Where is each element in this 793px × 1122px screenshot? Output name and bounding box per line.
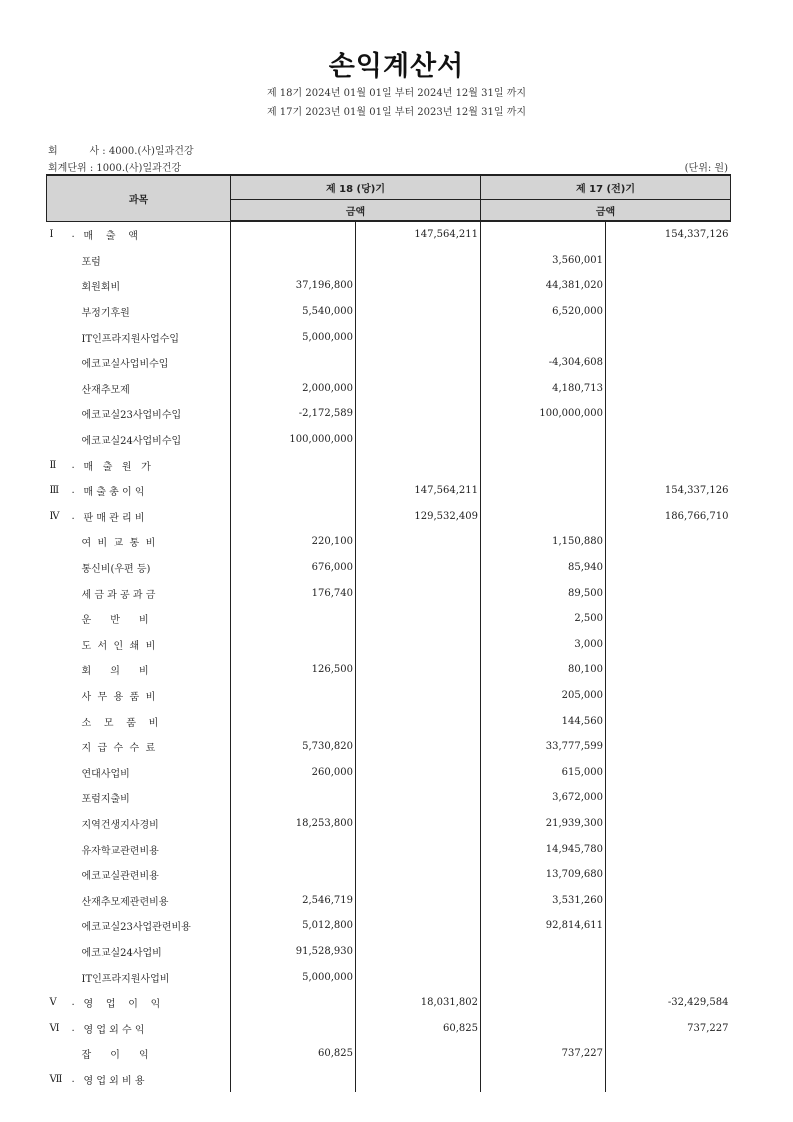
table-row <box>47 887 731 913</box>
section-dot: . <box>71 1022 75 1034</box>
prior-detail-amount: 615,000 <box>481 759 606 785</box>
current-total-amount <box>356 376 481 402</box>
current-total-amount: 129,532,409 <box>356 504 481 530</box>
prior-total-amount <box>606 452 731 478</box>
current-detail-amount <box>231 350 356 376</box>
prior-detail-amount: 21,939,300 <box>481 811 606 837</box>
current-total-amount <box>356 759 481 785</box>
account-cell <box>47 478 231 504</box>
current-total-amount <box>356 939 481 965</box>
prior-detail-amount: 2,500 <box>481 606 606 632</box>
account-cell <box>47 427 231 453</box>
header-prior-period: 제 17 (전)기 <box>481 175 731 200</box>
table-row <box>47 862 731 888</box>
account-name: 에코교실23사업관련비용 <box>81 922 191 934</box>
prior-detail-amount <box>481 1067 606 1093</box>
table-row <box>47 324 731 350</box>
table-row <box>47 1015 731 1041</box>
prior-detail-amount <box>481 939 606 965</box>
table-row <box>47 273 731 299</box>
account-cell <box>47 529 231 555</box>
current-total-amount <box>356 913 481 939</box>
current-detail-amount <box>231 862 356 888</box>
account-cell <box>47 708 231 734</box>
prior-detail-amount: 13,709,680 <box>481 862 606 888</box>
account-cell <box>47 376 231 402</box>
table-row <box>47 221 731 248</box>
current-total-amount <box>356 273 481 299</box>
account-name: 산재추모제관련비용 <box>81 896 169 908</box>
prior-detail-amount: 3,531,260 <box>481 887 606 913</box>
current-detail-amount <box>231 606 356 632</box>
header-current-amount: 금액 <box>231 200 481 222</box>
section-number: Ⅲ <box>49 485 60 497</box>
account-name: 에코교실관련비용 <box>81 871 159 883</box>
table-row <box>47 299 731 325</box>
current-detail-amount <box>231 248 356 274</box>
prior-detail-amount: -4,304,608 <box>481 350 606 376</box>
header-current-period: 제 18 (당)기 <box>231 175 481 200</box>
prior-total-amount <box>606 529 731 555</box>
prior-total-amount <box>606 811 731 837</box>
account-name: 에코교실24사업비 <box>81 947 162 959</box>
header-prior-amount: 금액 <box>481 200 731 222</box>
account-cell <box>47 555 231 581</box>
table-row <box>47 964 731 990</box>
table-row <box>47 529 731 555</box>
prior-detail-amount <box>481 990 606 1016</box>
prior-total-amount <box>606 632 731 658</box>
table-row <box>47 1067 731 1093</box>
prior-total-amount <box>606 350 731 376</box>
prior-detail-amount: 3,000 <box>481 632 606 658</box>
table-row <box>47 452 731 478</box>
table-row <box>47 759 731 785</box>
prior-total-amount <box>606 555 731 581</box>
account-name: 운 반 비 <box>81 615 149 627</box>
prior-total-amount <box>606 324 731 350</box>
current-total-amount <box>356 555 481 581</box>
prior-detail-amount: 6,520,000 <box>481 299 606 325</box>
current-detail-amount: 18,253,800 <box>231 811 356 837</box>
current-total-amount <box>356 683 481 709</box>
account-name: 매 출 원 가 <box>83 461 151 473</box>
current-detail-amount: 260,000 <box>231 759 356 785</box>
prior-detail-amount: 205,000 <box>481 683 606 709</box>
account-cell <box>47 350 231 376</box>
table-row <box>47 657 731 683</box>
account-cell <box>47 887 231 913</box>
prior-detail-amount <box>481 427 606 453</box>
table-row <box>47 939 731 965</box>
prior-detail-amount: 44,381,020 <box>481 273 606 299</box>
current-detail-amount: 676,000 <box>231 555 356 581</box>
prior-total-amount <box>606 862 731 888</box>
prior-total-amount: 186,766,710 <box>606 504 731 530</box>
current-total-amount <box>356 734 481 760</box>
section-dot: . <box>71 229 75 241</box>
prior-detail-amount: 85,940 <box>481 555 606 581</box>
currency-unit: (단위: 원) <box>684 163 728 174</box>
account-name: 연대사업비 <box>81 768 130 780</box>
income-statement-table <box>46 174 731 1092</box>
table-row <box>47 248 731 274</box>
prior-detail-amount: 14,945,780 <box>481 836 606 862</box>
current-detail-amount: 60,825 <box>231 1041 356 1067</box>
current-total-amount <box>356 529 481 555</box>
current-total-amount <box>356 580 481 606</box>
period-prior: 제 17기 2023년 01월 01일 부터 2023년 12월 31일 까지 <box>266 107 527 118</box>
current-detail-amount <box>231 478 356 504</box>
current-total-amount <box>356 785 481 811</box>
prior-total-amount <box>606 939 731 965</box>
table-row <box>47 913 731 939</box>
account-cell <box>47 913 231 939</box>
accounting-unit-label: 회계단위 : 1000.(사)일과건강 <box>48 163 182 174</box>
table-row <box>47 350 731 376</box>
prior-total-amount <box>606 1067 731 1093</box>
prior-detail-amount: 737,227 <box>481 1041 606 1067</box>
table-row <box>47 990 731 1016</box>
prior-detail-amount: 100,000,000 <box>481 401 606 427</box>
prior-detail-amount <box>481 324 606 350</box>
account-name: 영 업 이 익 <box>83 999 161 1011</box>
current-detail-amount: 5,730,820 <box>231 734 356 760</box>
period-current: 제 18기 2024년 01월 01일 부터 2024년 12월 31일 까지 <box>266 88 527 99</box>
table-row <box>47 478 731 504</box>
current-detail-amount <box>231 452 356 478</box>
document-title: 손익계산서 <box>328 51 465 82</box>
account-name: 산재추모제 <box>81 384 130 396</box>
account-name: 지 급 수 수 료 <box>81 743 156 755</box>
current-detail-amount <box>231 785 356 811</box>
current-detail-amount: 2,546,719 <box>231 887 356 913</box>
current-total-amount <box>356 401 481 427</box>
prior-detail-amount: 3,672,000 <box>481 785 606 811</box>
account-name: 유자학교관련비용 <box>81 845 159 857</box>
account-cell <box>47 606 231 632</box>
prior-detail-amount: 1,150,880 <box>481 529 606 555</box>
current-total-amount <box>356 1067 481 1093</box>
account-cell <box>47 785 231 811</box>
current-total-amount <box>356 862 481 888</box>
account-cell <box>47 862 231 888</box>
current-detail-amount: 2,000,000 <box>231 376 356 402</box>
current-detail-amount <box>231 708 356 734</box>
current-total-amount <box>356 836 481 862</box>
account-cell <box>47 734 231 760</box>
current-detail-amount <box>231 836 356 862</box>
table-row <box>47 708 731 734</box>
current-total-amount: 147,564,211 <box>356 221 481 248</box>
section-number: Ⅴ <box>49 997 57 1009</box>
table-row <box>47 504 731 530</box>
account-name: 소 모 품 비 <box>81 717 159 729</box>
account-cell <box>47 759 231 785</box>
account-name: 포럼지출비 <box>81 794 130 806</box>
prior-detail-amount <box>481 504 606 530</box>
table-row <box>47 734 731 760</box>
current-total-amount <box>356 427 481 453</box>
prior-total-amount <box>606 708 731 734</box>
table-row <box>47 811 731 837</box>
current-detail-amount: 5,012,800 <box>231 913 356 939</box>
account-cell <box>47 248 231 274</box>
current-total-amount <box>356 324 481 350</box>
account-cell <box>47 657 231 683</box>
section-number: Ⅰ <box>49 229 54 241</box>
current-detail-amount: 220,100 <box>231 529 356 555</box>
section-number: Ⅶ <box>49 1073 63 1085</box>
prior-detail-amount <box>481 1015 606 1041</box>
prior-detail-amount <box>481 964 606 990</box>
current-total-amount <box>356 350 481 376</box>
current-total-amount: 147,564,211 <box>356 478 481 504</box>
account-name: 판 매 관 리 비 <box>83 512 145 524</box>
current-total-amount <box>356 964 481 990</box>
account-cell <box>47 221 231 248</box>
prior-total-amount <box>606 657 731 683</box>
account-name: 포럼 <box>81 256 101 268</box>
company-label: 회 사 : 4000.(사)일과건강 <box>48 146 194 157</box>
current-detail-amount: 5,000,000 <box>231 324 356 350</box>
current-total-amount <box>356 299 481 325</box>
table-row <box>47 632 731 658</box>
account-cell <box>47 324 231 350</box>
account-cell <box>47 504 231 530</box>
prior-total-amount <box>606 913 731 939</box>
section-dot: . <box>71 459 75 471</box>
prior-total-amount <box>606 887 731 913</box>
account-name: 여 비 교 통 비 <box>81 538 156 550</box>
current-total-amount: 60,825 <box>356 1015 481 1041</box>
current-detail-amount: -2,172,589 <box>231 401 356 427</box>
account-name: 세 금 과 공 과 금 <box>81 589 156 601</box>
current-detail-amount <box>231 1015 356 1041</box>
account-cell <box>47 1067 231 1093</box>
account-name: 지역건생지사경비 <box>81 819 159 831</box>
prior-total-amount: 737,227 <box>606 1015 731 1041</box>
prior-detail-amount <box>481 452 606 478</box>
current-total-amount <box>356 708 481 734</box>
table-row <box>47 836 731 862</box>
account-cell <box>47 990 231 1016</box>
prior-detail-amount: 4,180,713 <box>481 376 606 402</box>
account-name: 에코교실사업비수입 <box>81 359 169 371</box>
prior-detail-amount: 92,814,611 <box>481 913 606 939</box>
account-cell <box>47 580 231 606</box>
section-dot: . <box>71 510 75 522</box>
account-name: 매 출 액 <box>83 231 138 243</box>
current-total-amount <box>356 248 481 274</box>
account-name: 잡 이 익 <box>81 1050 149 1062</box>
header-account: 과목 <box>47 175 231 221</box>
prior-total-amount <box>606 683 731 709</box>
current-detail-amount <box>231 632 356 658</box>
current-detail-amount: 5,540,000 <box>231 299 356 325</box>
account-cell <box>47 683 231 709</box>
section-number: Ⅱ <box>49 459 57 471</box>
account-name: 부정기후원 <box>81 308 130 320</box>
prior-total-amount <box>606 606 731 632</box>
section-dot: . <box>71 997 75 1009</box>
prior-total-amount <box>606 427 731 453</box>
account-cell <box>47 964 231 990</box>
table-row <box>47 427 731 453</box>
current-detail-amount <box>231 221 356 248</box>
account-cell <box>47 273 231 299</box>
current-total-amount <box>356 1041 481 1067</box>
account-name: 에코교실24사업비수입 <box>81 436 182 448</box>
account-name: 매 출 총 이 익 <box>83 487 145 499</box>
current-total-amount <box>356 887 481 913</box>
account-name: IT인프라지원사업비 <box>81 973 170 985</box>
table-row <box>47 376 731 402</box>
current-detail-amount: 91,528,930 <box>231 939 356 965</box>
section-dot: . <box>71 485 75 497</box>
table-row <box>47 785 731 811</box>
prior-detail-amount: 80,100 <box>481 657 606 683</box>
prior-detail-amount <box>481 221 606 248</box>
current-total-amount <box>356 811 481 837</box>
prior-total-amount: 154,337,126 <box>606 221 731 248</box>
account-name: 회원회비 <box>81 282 121 294</box>
account-name: 영 업 외 수 익 <box>83 1024 145 1036</box>
prior-detail-amount: 89,500 <box>481 580 606 606</box>
account-cell <box>47 1041 231 1067</box>
account-name: 통신비(우편 등) <box>81 564 151 576</box>
table-row <box>47 606 731 632</box>
current-detail-amount <box>231 1067 356 1093</box>
prior-detail-amount <box>481 478 606 504</box>
prior-total-amount <box>606 964 731 990</box>
current-detail-amount: 37,196,800 <box>231 273 356 299</box>
account-cell <box>47 401 231 427</box>
account-name: 에코교실23사업비수입 <box>81 410 182 422</box>
prior-detail-amount: 3,560,001 <box>481 248 606 274</box>
section-number: Ⅵ <box>49 1022 60 1034</box>
statement-body <box>47 221 731 1092</box>
prior-total-amount: 154,337,126 <box>606 478 731 504</box>
current-total-amount <box>356 632 481 658</box>
prior-total-amount <box>606 273 731 299</box>
account-cell <box>47 836 231 862</box>
table-row <box>47 580 731 606</box>
current-detail-amount: 126,500 <box>231 657 356 683</box>
prior-detail-amount: 33,777,599 <box>481 734 606 760</box>
current-detail-amount: 5,000,000 <box>231 964 356 990</box>
account-cell <box>47 452 231 478</box>
account-cell <box>47 299 231 325</box>
prior-detail-amount: 144,560 <box>481 708 606 734</box>
account-cell <box>47 632 231 658</box>
prior-total-amount <box>606 376 731 402</box>
account-name: 도 서 인 쇄 비 <box>81 640 156 652</box>
prior-total-amount <box>606 299 731 325</box>
account-cell <box>47 811 231 837</box>
current-detail-amount <box>231 504 356 530</box>
prior-total-amount <box>606 401 731 427</box>
prior-total-amount <box>606 248 731 274</box>
current-detail-amount <box>231 683 356 709</box>
account-cell <box>47 939 231 965</box>
account-cell <box>47 1015 231 1041</box>
prior-total-amount <box>606 759 731 785</box>
current-total-amount <box>356 452 481 478</box>
prior-total-amount <box>606 734 731 760</box>
account-name: IT인프라지원사업수입 <box>81 333 180 345</box>
account-name: 회 의 비 <box>81 666 149 678</box>
current-detail-amount <box>231 990 356 1016</box>
account-name: 사 무 용 품 비 <box>81 691 156 703</box>
section-dot: . <box>71 1073 75 1085</box>
prior-total-amount <box>606 1041 731 1067</box>
table-row <box>47 555 731 581</box>
current-total-amount: 18,031,802 <box>356 990 481 1016</box>
current-total-amount <box>356 606 481 632</box>
account-name: 영 업 외 비 용 <box>83 1075 145 1087</box>
prior-total-amount <box>606 836 731 862</box>
current-detail-amount: 176,740 <box>231 580 356 606</box>
current-total-amount <box>356 657 481 683</box>
table-row <box>47 683 731 709</box>
table-row <box>47 1041 731 1067</box>
current-detail-amount: 100,000,000 <box>231 427 356 453</box>
prior-total-amount <box>606 580 731 606</box>
prior-total-amount: -32,429,584 <box>606 990 731 1016</box>
prior-total-amount <box>606 785 731 811</box>
section-number: Ⅳ <box>49 510 60 522</box>
table-row <box>47 401 731 427</box>
